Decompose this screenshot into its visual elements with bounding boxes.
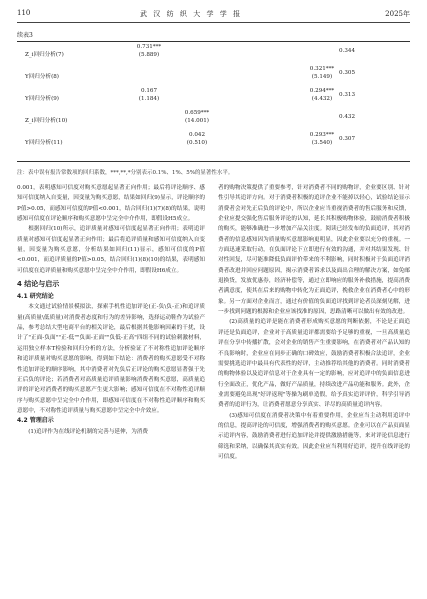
- paragraph: (2)高质量的追评是能在消费者形成购买意愿的判断依据，不论是正面追评还是负面追评，企业对于高质量追评都需要给予足够的重视，一旦高质量追评在分享中传播扩散，会对企业的销售产生重要影响，在消费者对产品认知的不良影响时，企业应在同步正确的口碑效应，鼓励消费者积极合法追评，企业需要挑选追评中最具有代表性的好评，主动推荐给其他的消费者。同时消费者的购物体验以及追评信息对于企业具有一定的影响，应对追评中的负面信息进行全面改正，优化产品，做好产品质量，持续改进产品功能和服务。此外，企业需要避免出现"好评返现"等操为刷单造假，给予真实追评评价，科学引导消费者的追评行为，让消费者愿意分享真实、详尽的高质量追评内容。: [218, 319, 410, 409]
- regression-table: [17, 41, 410, 163]
- paragraph: 本文通过试验情景模拟法，探索手机性追加评论(正-负\负-正)和追评质量(高质量\低质量)对消费者态度和行为的差异影响，选择运动鞋作为试验产品，参考总结大型电商平台的相关评论，最后根据其他影响因素的干扰，设计了"正面-负面""正-低""负面-正面""负低-正高"四组不同的试验刺激材料，运用独立样本T检验和回归分析的方法，分析验证了不对称性追加评论顺序和追评质量对购买意愿的影响，得到如下结论：消费者的购买意愿受不对称性追加评论的顺序影响，其中消费者对先负后正评论的购买意愿显著强于先正后负的评论；若消费者对高质量追评质量影响消费者购买意愿，高质量追评的评论对消费者的购买意愿产生更大影响；感知可信度在不对称性追评顺序与购买意愿中呈完全中介作用，即感知可信度在不对称性追评顺序和购买意愿中，不对称性追评质量与购买意愿中呈完全中介效应。: [17, 304, 205, 414]
- right-column: [218, 183, 410, 462]
- paragraph: 0.001，表明感知可信度对购买意愿起显著正向作用；最后将评论顺序、感知可信度纳入自变量，因变量为购买意愿，结果如回归(9)显示，评论顺序的P值>0.05，而感知可信度的P值<0.001，结合回归(1)(7)(8)的结果，说明感知可信度在评论顺序和购买意愿中呈完全中介作用，即假设H5成立。: [17, 185, 205, 223]
- table-row-label: Z_i回归分析(10): [25, 118, 68, 124]
- table-cell-tvalue: (5.149): [311, 74, 333, 80]
- paragraph: (1)追评作为在线评论机制的完善与延伸，为消费: [28, 428, 148, 435]
- table-cell-tvalue: (1.184): [138, 96, 160, 102]
- table-cell-r2: 0.305: [338, 70, 355, 76]
- table-cell-coef: 0.042: [188, 132, 205, 138]
- issue-year: 2025年: [385, 10, 410, 18]
- header-rule: [17, 22, 410, 23]
- table-cell-coef: 0.293***: [309, 132, 335, 138]
- journal-title: 武汉纺织大学学报: [140, 10, 247, 18]
- section-heading-conclusion: 4 结论与启示: [17, 280, 60, 289]
- table-row-label: Y回归分析(11): [25, 140, 63, 146]
- table-bottom-rule: [17, 161, 410, 162]
- table-cell-r2: 0.307: [338, 136, 355, 142]
- table-cell-coef: 0.731***: [136, 44, 162, 50]
- table-cell-tvalue: (14.001): [185, 118, 209, 124]
- table-cell-coef: 0.167: [140, 88, 157, 94]
- table-row-label: Z_i回归分析(7): [25, 52, 64, 58]
- table-cell-coef: 0.321***: [309, 66, 335, 72]
- running-header: [0, 9, 427, 21]
- table-cell-tvalue: (0.510): [186, 140, 208, 146]
- table-cell-coef: 0.294***: [309, 88, 335, 94]
- table-cell-tvalue: (5.889): [138, 52, 160, 58]
- page-number: 110: [17, 9, 31, 17]
- paragraph: 者的购物决策提供了重要参考，针对消费者不同的购物评，企业要区别、针对性引导其追评方向。对于消费者积极的追评企业不能掉以轻心，试验结论显示消费者会对先正后负的评论中，所以企业应当重视消费者的售后服务和反馈，企业应提交强化售后服务评论的认知，延长其积极购物体验，鼓励消费者积极的购买，能够准确进一步增加产品关注度。阅读已经发布的负面追评，其对消费者的信息感知因为质量购买意愿影响更明显，因此企业要以充分的重视。一方面迅速采取行动，在负面评论下立即进行有效的沟通，并对其结果发现、针对性回复，尽可能准降低负面评价带来的不利影响，同时积极对于负面追评消费者改进并回应问题原因，揭示消费者诉求以及面出合理的解决方案，如免邮退换货，发放优惠券，经济补偿等，通过立即响应的服务补救措施，提高消费者满意度，使其在后来的购物中转化为正面追评，挽救企业在消费者心中的形象。另一方面对企业而言，通过有价值的负面追评找到评论者员深刻见解，进一步找到问题的根源和企业应该找准的原因，思路清晰可以做出有效的改进。: [218, 185, 410, 316]
- left-column: [17, 183, 205, 437]
- subsection-heading-4-1: 4.1 研究结论: [17, 293, 54, 301]
- table-row-label: Y回归分析(9): [25, 96, 59, 102]
- subsection-heading-4-2: 4.2 管理启示: [17, 417, 54, 425]
- paragraph: 根据回归(10)所示，追评质量对感知可信度起显著正向作用；表明追评质量对感知可信度起显著正向作用；最后将追评质量和感知可信度纳入自变量，因变量为购买意愿，分析结果如回归(11)显示，感知可信度的P值<0.001，而追评质量的P值>0.05，结合回归(1)(8)(10)的结果，表明感知可信度在追评质量和购买意愿中呈完全中介作用，即假设H6成立。: [17, 226, 205, 274]
- table-top-rule: [17, 41, 410, 42]
- table-cell-r2: 0.432: [338, 114, 355, 120]
- table-row-label: Y回归分析(8): [25, 74, 59, 80]
- table-cell-r2: 0.344: [338, 48, 355, 54]
- table-cell-r2: 0.313: [338, 92, 355, 98]
- table-cell-tvalue: (3.540): [311, 140, 333, 146]
- table-cell-coef: 0.659***: [184, 110, 210, 116]
- table-continued-label: 续表3: [17, 32, 33, 39]
- table-note: 注：表中误有报告常数项的回归系数，***,**,*分别表示0.1%、1%、5%的显著性水平。: [17, 170, 234, 176]
- paragraph: (3)感知可信度在消费者决策中有着重要作用，企业应当主动利用追评中的信息，提高评论的可信度，增强消费者的购买意愿。企业可以在产品页面显示追评内容，鼓励消费者进行追加评论并提供激励措施等，来对评论信息进行筛选和采纳，以确保其真实有效。因此企业应当利用好追评，提升在线评论的可信度。: [218, 412, 410, 460]
- table-cell-tvalue: (4.432): [311, 96, 333, 102]
